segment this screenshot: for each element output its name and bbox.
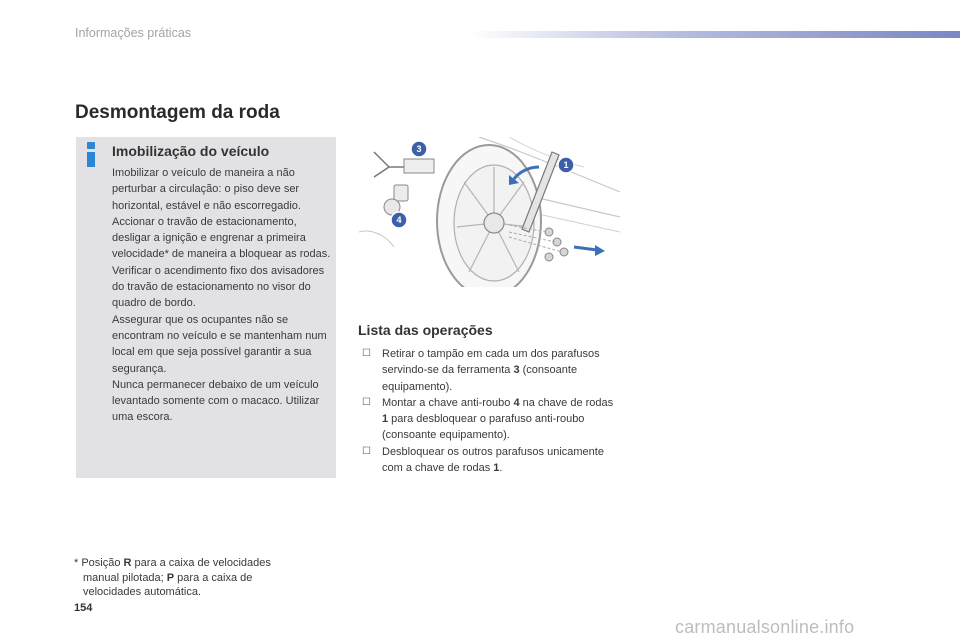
info-paragraph: Nunca permanecer debaixo de um veículo levantado somente com o macaco. Utilizar uma escora.: [112, 378, 320, 424]
info-paragraph: Accionar o travão de estacionamento, desligar a ignição e engrenar a primeira velocidade* de maneira a bloquear as rodas.: [112, 215, 331, 261]
footnote: * Posição R para a caixa de velocidades manual pilotada; P para a caixa de velocidades automática.: [74, 557, 271, 598]
section-header-title: Informações práticas: [75, 26, 192, 40]
checkbox-icon: ☐: [362, 445, 371, 457]
info-box-heading: Imobilização do veículo: [112, 143, 270, 159]
callout-4: 4: [396, 215, 402, 225]
list-item: ☐ Montar a chave anti-roubo 4 na chave de rodas 1 para desbloquear o parafuso anti-roubo (consoante equipamento).: [362, 396, 614, 442]
list-item: ☐ Retirar o tampão em cada um dos parafusos servindo-se da ferramenta 3 (consoante equipamento).: [362, 348, 600, 393]
checkbox-icon: ☐: [362, 396, 371, 408]
info-paragraph: Assegurar que os ocupantes não se encontram no veículo e se mantenham num local em que seja possível garantir a sua segurança.: [112, 313, 327, 375]
callout-3: 3: [416, 144, 422, 154]
callout-1: 1: [563, 160, 569, 170]
operations-heading: Lista das operações: [358, 322, 493, 338]
info-paragraph: Imobilizar o veículo de maneira a não perturbar a circulação: o piso deve ser horizontal, estável e não escorregadio.: [112, 167, 301, 212]
operations-list: [362, 346, 622, 476]
info-box-text: [112, 165, 332, 426]
checkbox-icon: ☐: [362, 348, 371, 359]
info-icon: [85, 142, 99, 167]
wheel-removal-illustration: [359, 137, 620, 287]
list-item: ☐ Desbloquear os outros parafusos unicamente com a chave de rodas 1.: [362, 445, 604, 475]
info-paragraph: Verificar o acendimento fixo dos avisadores do travão de estacionamento no visor do quadro de bordo.: [112, 264, 325, 310]
page-title: Desmontagem da roda: [75, 102, 280, 123]
header-gradient-bar: [470, 31, 960, 38]
watermark: carmanualsonline.info: [675, 617, 855, 637]
page-number: 154: [74, 602, 93, 614]
